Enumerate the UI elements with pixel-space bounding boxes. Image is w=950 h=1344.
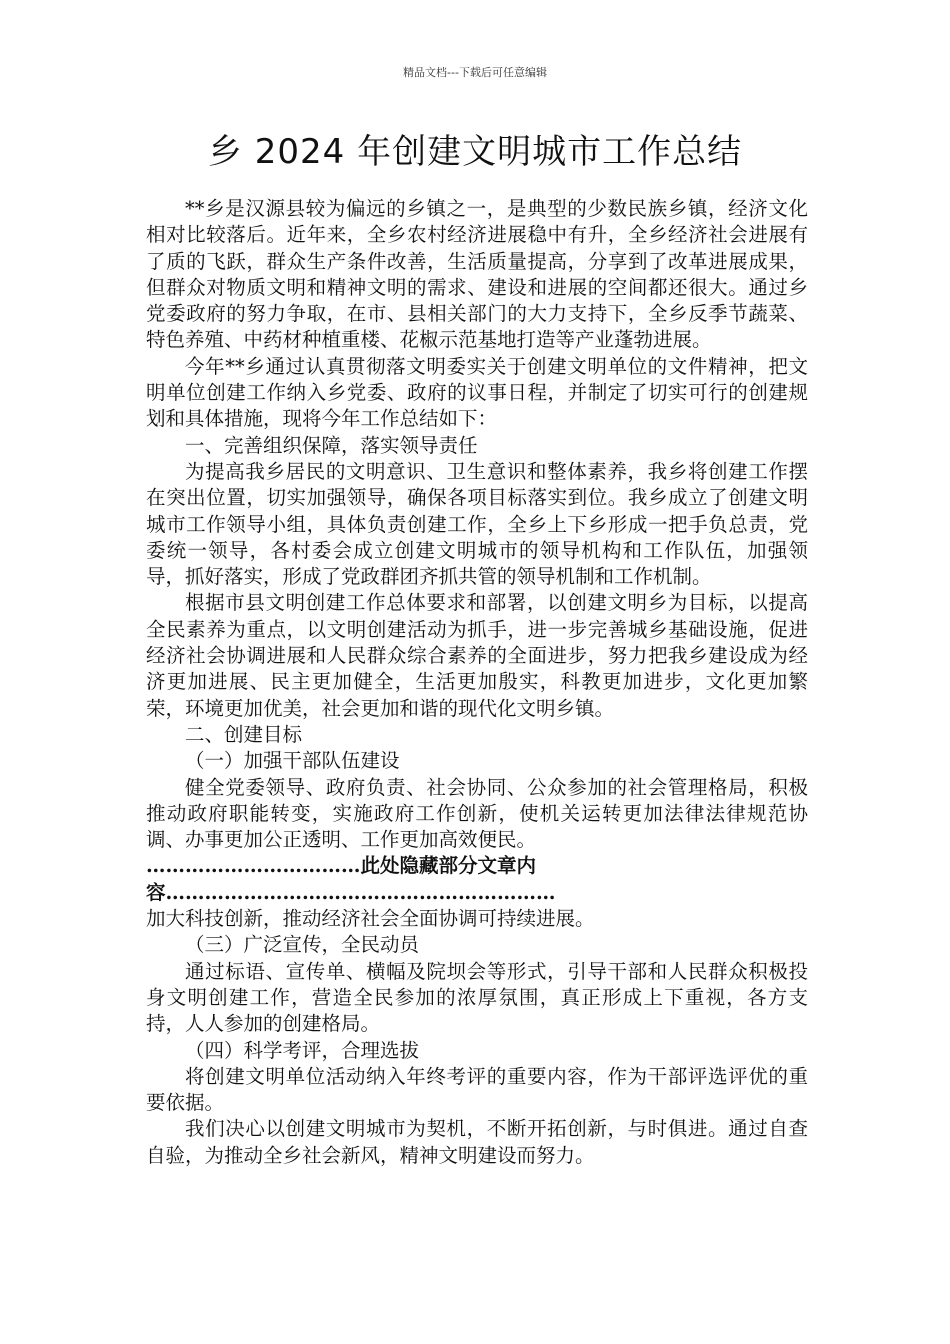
document-title: 乡 2024 年创建文明城市工作总结 bbox=[207, 132, 743, 172]
paragraph-summary-lead: 今年**乡通过认真贯彻落文明委实关于创建文明单位的文件精神，把文明单位创建工作纳入乡党委、政府的议事日程，并制定了切实可行的创建规划和具体措施，现将今年工作总结如下： bbox=[146, 354, 808, 431]
paragraph-cadre-building: 健全党委领导、政府负责、社会协同、公众参加的社会管理格局，积极推动政府职能转变，实施政府工作创新，使机关运转更加法律法律规范协调、办事更加公正透明、工作更加高效便民。 bbox=[146, 775, 808, 852]
section-heading-1: 一、完善组织保障，落实领导责任 bbox=[185, 433, 478, 457]
paragraph-conclusion: 我们决心以创建文明城市为契机，不断开拓创新，与时俱进。通过自查自验，为推动全乡社会新风，精神文明建设而努力。 bbox=[146, 1117, 808, 1167]
hidden-content-notice: ……………………………此处隐藏部分文章内容…………………………………………………… bbox=[146, 854, 556, 904]
paragraph-intro: **乡是汉源县较为偏远的乡镇之一，是典型的少数民族乡镇，经济文化相对比较落后。近年来，全乡农村经济进展稳中有升，全乡经济社会进展有了质的飞跃，群众生产条件改善，生活质量提高，分享到了改革进展成果，但群众对物质文明和精神文明的需求、建设和进展的空间都还很大。通过乡党委政府的努力争取，在市、县相关部门的大力支持下，全乡反季节蔬菜、特色养殖、中药材种植重楼、花椒示范基地打造等产业蓬勃进展。 bbox=[146, 197, 808, 352]
subsection-heading-1: （一）加强干部队伍建设 bbox=[185, 749, 400, 773]
subsection-heading-3: （三）广泛宣传，全民动员 bbox=[185, 933, 420, 957]
subsection-heading-4: （四）科学考评，合理选拔 bbox=[185, 1038, 420, 1062]
paragraph-publicity: 通过标语、宣传单、横幅及院坝会等形式，引导干部和人民群众积极投身文明创建工作，营造全民参加的浓厚氛围，真正形成上下重视，各方支持，人人参加的创建格局。 bbox=[146, 959, 808, 1036]
document-body bbox=[146, 196, 808, 1169]
paragraph-innovation: 加大科技创新，推动经济社会全面协调可持续进展。 bbox=[146, 907, 595, 931]
paragraph-requirements: 根据市县文明创建工作总体要求和部署，以创建文明乡为目标，以提高全民素养为重点，以文明创建活动为抓手，进一步完善城乡基础设施，促进经济社会协调进展和人民群众综合素养的全面进步，努力把我乡建设成为经济更加进展、民主更加健全，生活更加殷实，科教更加进步，文化更加繁荣，环境更加优美，社会更加和谐的现代化文明乡镇。 bbox=[146, 591, 808, 720]
paragraph-evaluation: 将创建文明单位活动纳入年终考评的重要内容，作为干部评选评优的重要依据。 bbox=[146, 1064, 808, 1115]
paragraph-organization: 为提高我乡居民的文明意识、卫生意识和整体素养，我乡将创建工作摆在突出位置，切实加强领导，确保各项目标落实到位。我乡成立了创建文明城市工作领导小组，具体负责创建工作，全乡上下乡形成一把手负总责，党委统一领导，各村委会成立创建文明城市的领导机构和工作队伍，加强领导，抓好落实，形成了党政群团齐抓共管的领导机制和工作机制。 bbox=[146, 459, 808, 589]
header-note: 精品文档---下载后可任意编辑 bbox=[403, 66, 547, 79]
section-heading-2: 二、创建目标 bbox=[185, 722, 303, 746]
